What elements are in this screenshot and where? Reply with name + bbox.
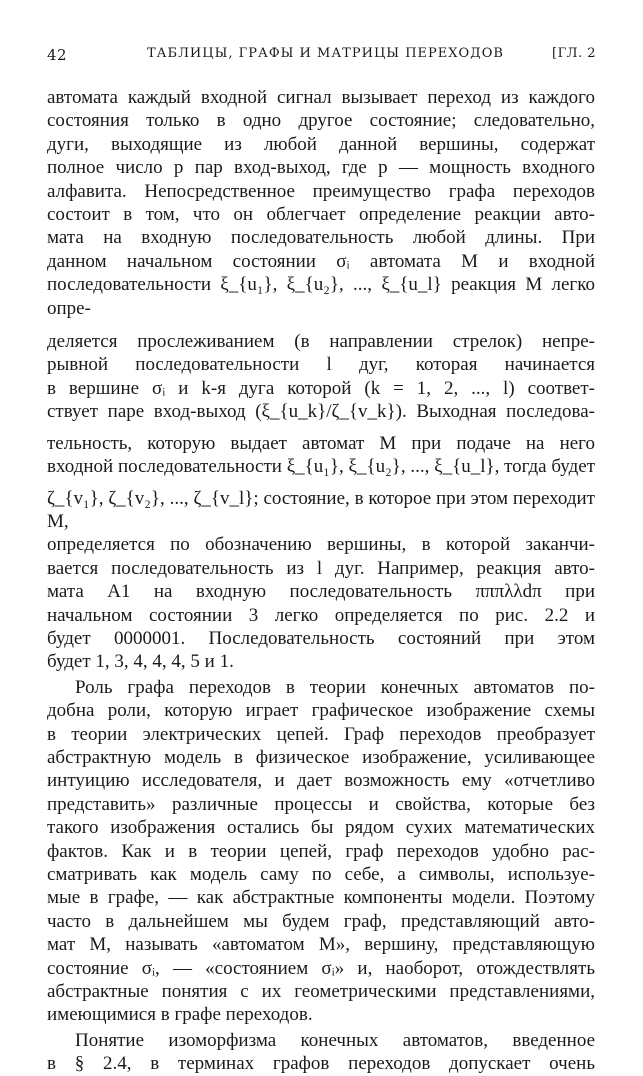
text-line: деляется прослеживанием (в направлении стрелок) непре- bbox=[47, 331, 595, 353]
text-line: мые в графе, — как абстрактные компоненты модели. Поэтому bbox=[47, 887, 595, 909]
text-line: полное число p пар вход-выход, где p — мощность входного bbox=[47, 157, 595, 179]
text-line: в вершине σᵢ и k-я дуга которой (k = 1, 2, ..., l) соответ- bbox=[47, 377, 595, 399]
text-line: мата на входную последовательность любой длины. При bbox=[47, 227, 595, 249]
text-line: дуги, выходящие из любой данной вершины, содержат bbox=[47, 133, 595, 155]
text-line: входной последовательности ξ_{u₁}, ξ_{u₂}, ..., ξ_{u_l}, тогда будет bbox=[47, 456, 596, 478]
text-line: такого изображения остались бы рядом сухих математических bbox=[47, 817, 595, 839]
text-line: мата A1 на входную последовательность πππλλdπ при bbox=[47, 581, 595, 603]
text-line: абстрактные понятия с их геометрическими представлениями, bbox=[47, 981, 595, 1003]
page-number: 42 bbox=[47, 46, 68, 64]
text-line: ствует паре вход-выход (ξ_{u_k}/ζ_{v_k}). Выходная последова- bbox=[47, 401, 595, 423]
text-line: будет 1, 3, 4, 4, 4, 5 и 1. bbox=[47, 651, 234, 673]
page-body bbox=[47, 86, 595, 1076]
text-line: начальном состоянии 3 легко определяется по рис. 2.2 и bbox=[47, 604, 595, 626]
text-line: ζ_{v₁}, ζ_{v₂}, ..., ζ_{v_l}; состояние, в которое при этом переходит M, bbox=[47, 487, 595, 532]
text-line: в теории электрических цепей. Граф переходов преобразует bbox=[47, 723, 595, 745]
text-line: будет 0000001. Последовательность состояний при этом bbox=[47, 627, 595, 649]
text-line: Понятие изоморфизма конечных автоматов, введенное bbox=[75, 1029, 595, 1051]
text-line: фактов. Как и в теории цепей, граф переходов удобно рас- bbox=[47, 840, 595, 862]
text-line: представить» различные процессы и свойства, которые без bbox=[47, 793, 595, 815]
text-line: состоит в том, что он облегчает определение реакции авто- bbox=[47, 204, 595, 226]
chapter-marker: [ГЛ. 2 bbox=[552, 46, 597, 61]
text-line: добна роли, которую играет графическое изображение схемы bbox=[47, 700, 595, 722]
text-line: автомата каждый входной сигнал вызывает переход из каждого bbox=[47, 87, 595, 108]
paragraph-2 bbox=[47, 676, 595, 1027]
text-line: в § 2.4, в терминах графов переходов допускает очень bbox=[47, 1053, 595, 1075]
text-line: имеющимися в графе переходов. bbox=[47, 1004, 313, 1026]
text-line: интуицию исследователя, и дает возможность ему «отчетливо bbox=[47, 770, 595, 792]
paragraph-3 bbox=[47, 1029, 595, 1076]
text-line: мат M, называть «автоматом M», вершину, представляющую bbox=[47, 934, 595, 956]
text-line: состояние σᵢ, — «состоянием σᵢ» и, наоборот, отождествлять bbox=[47, 957, 595, 979]
text-line: тельность, которую выдает автомат M при подаче на него bbox=[47, 432, 595, 454]
text-line: Роль графа переходов в теории конечных автоматов по- bbox=[75, 676, 595, 698]
text-line: данном начальном состоянии σᵢ автомата M и входной bbox=[47, 250, 595, 272]
text-line: сматривать как модель саму по себе, а символы, используе- bbox=[47, 864, 595, 885]
text-line: последовательности ξ_{u₁}, ξ_{u₂}, ..., ξ_{u_l} реакция M легко опре- bbox=[47, 274, 595, 319]
text-line: рывной последовательности l дуг, которая начинается bbox=[47, 354, 595, 376]
running-title: ТАБЛИЦЫ, ГРАФЫ И МАТРИЦЫ ПЕРЕХОДОВ bbox=[147, 46, 504, 61]
text-line: вается последовательность из l дуг. Например, реакция авто- bbox=[47, 557, 595, 579]
text-line: часто в дальнейшем мы будем граф, представляющий авто- bbox=[47, 910, 595, 932]
text-line: определяется по обозначению вершины, в которой заканчи- bbox=[47, 534, 595, 556]
paragraph-1 bbox=[47, 86, 595, 674]
text-line: состояния только в одно другое состояние; следовательно, bbox=[47, 110, 595, 132]
text-line: абстрактную модель в физическое изображение, усиливающее bbox=[47, 746, 595, 768]
text-line: алфавита. Непосредственное преимущество графа переходов bbox=[47, 180, 595, 202]
